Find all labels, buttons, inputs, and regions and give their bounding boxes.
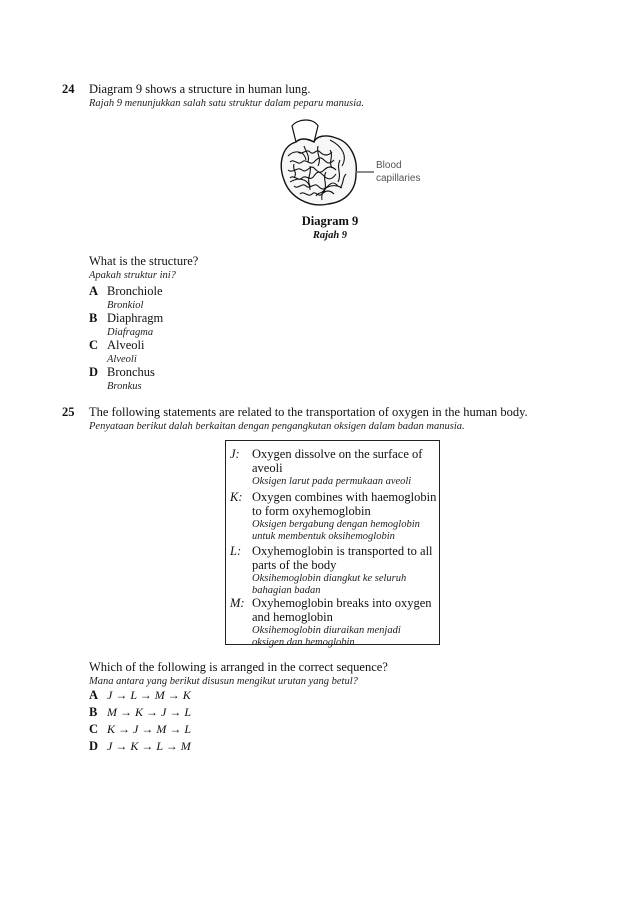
statement-j-en1: Oxygen dissolve on the surface of [252, 447, 423, 461]
alveolus-diagram [270, 116, 430, 212]
question-25-ask-ms: Mana antara yang berikut disusun mengikut urutan yang betul? [89, 676, 358, 687]
option-d-sequence[interactable]: J → K → L → M [107, 739, 191, 753]
option-c-sequence[interactable]: K → J → M → L [107, 722, 191, 736]
question-24-stem-en: Diagram 9 shows a structure in human lung. [89, 82, 311, 96]
statement-m-en1: Oxyhemoglobin breaks into oxygen [252, 596, 432, 610]
option-a-letter[interactable]: A [89, 688, 99, 702]
option-a-en[interactable]: Bronchiole [107, 284, 163, 298]
statement-m-ms1: Oksihemoglobin diuraikan menjadi [252, 625, 401, 636]
statement-l-en1: Oxyhemoglobin is transported to all [252, 544, 433, 558]
question-24-number: 24 [62, 82, 75, 96]
statement-k-letter: K: [230, 490, 243, 504]
option-a-letter[interactable]: A [89, 284, 99, 298]
option-d-ms: Bronkus [107, 381, 142, 392]
option-d-letter[interactable]: D [89, 739, 99, 753]
option-d-en[interactable]: Bronchus [107, 365, 155, 379]
question-25-number: 25 [62, 405, 75, 419]
option-b-ms: Diafragma [107, 327, 154, 338]
statement-k-en2: to form oxyhemoglobin [252, 504, 371, 518]
option-c-en[interactable]: Alveoli [107, 338, 145, 352]
question-24-stem-ms: Rajah 9 menunjukkan salah satu struktur dalam peparu manusia. [89, 98, 365, 109]
blood-label-line2: capillaries [376, 173, 421, 184]
option-b-sequence[interactable]: M → K → J → L [107, 705, 191, 719]
statement-m-ms2: oksigen dan hemoglobin [252, 637, 355, 648]
statement-m-letter: M: [230, 596, 245, 610]
option-c-letter[interactable]: C [89, 722, 99, 736]
option-a-sequence[interactable]: J → L → M → K [107, 688, 191, 702]
statement-k-en1: Oxygen combines with haemoglobin [252, 490, 437, 504]
option-c-ms: Alveoli [107, 354, 137, 365]
statement-l-ms1: Oksihemoglobin diangkut ke seluruh [252, 573, 407, 584]
statement-k-ms2: untuk membentuk oksihemoglobin [252, 531, 395, 542]
option-b-letter[interactable]: B [89, 311, 98, 325]
question-24-ask-ms: Apakah struktur ini? [89, 270, 176, 281]
option-b-en[interactable]: Diaphragm [107, 311, 164, 325]
blood-label-line1: Blood [376, 160, 402, 171]
question-24-ask-en: What is the structure? [89, 254, 199, 268]
option-b-letter[interactable]: B [89, 705, 98, 719]
diagram-9-caption-en: Diagram 9 [301, 214, 359, 228]
statement-k-ms1: Oksigen bergabung dengan hemoglobin [252, 519, 420, 530]
statement-l-letter: L: [230, 544, 242, 558]
question-25-ask-en: Which of the following is arranged in the correct sequence? [89, 660, 388, 674]
diagram-9-caption-ms: Rajah 9 [312, 230, 348, 241]
question-25-stem-ms: Penyataan berikut dalah berkaitan dengan pengangkutan oksigen dalam badan manusia. [89, 421, 465, 432]
statement-j-letter: J: [230, 447, 240, 461]
option-d-letter[interactable]: D [89, 365, 99, 379]
question-25-stem-en: The following statements are related to the transportation of oxygen in the human body. [89, 405, 528, 419]
statement-j-en2: aveoli [252, 461, 283, 475]
option-a-ms: Bronkiol [107, 300, 144, 311]
statement-l-ms2: bahagian badan [252, 585, 321, 596]
statement-m-en2: and hemoglobin [252, 610, 333, 624]
statement-j-ms1: Oksigen larut pada permukaan aveoli [252, 476, 412, 487]
option-c-letter[interactable]: C [89, 338, 99, 352]
statement-l-en2: parts of the body [252, 558, 337, 572]
